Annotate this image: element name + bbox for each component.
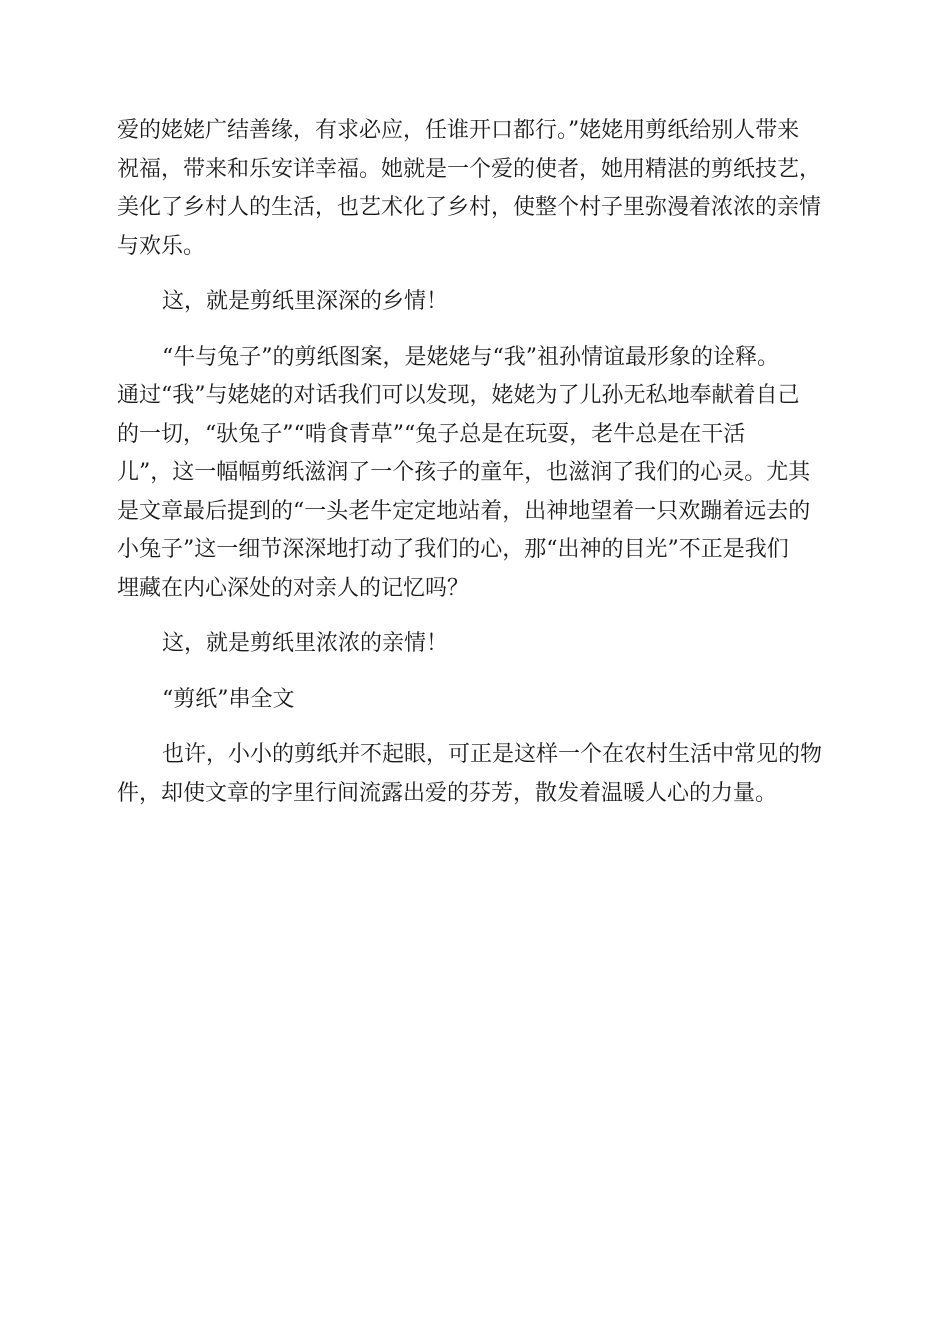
text-line: “牛与兔子”的剪纸图案，是姥姥与“我”祖孙情谊最形象的诠释。 <box>162 344 779 370</box>
text-line: 儿”，这一幅幅剪纸滋润了一个孩子的童年，也滋润了我们的心灵。尤其 <box>117 460 811 485</box>
paragraph-ox-and-rabbit <box>117 339 833 609</box>
section-heading-paper-cutting <box>117 681 833 720</box>
paragraph-hometown-feeling <box>117 283 833 322</box>
text-line: 件，却使文章的字里行间流露出爱的芬芳，散发着温暖人心的力量。 <box>117 780 778 806</box>
text-line: 通过“我”与姥姥的对话我们可以发现，姥姥为了儿孙无私地奉献着自己 <box>117 383 800 408</box>
paragraph-grandma-blessing <box>117 112 833 266</box>
text-line: 美化了乡村人的生活，也艺术化了乡村，使整个村子里弥漫着浓浓的亲情 <box>117 195 822 220</box>
text-line: 这，就是剪纸里浓浓的亲情！ <box>162 631 449 656</box>
text-line: 小兔子”这一细节深深地打动了我们的心，那“出神的目光”不正是我们 <box>117 537 789 562</box>
paragraph-family-feeling <box>117 625 833 664</box>
document-body <box>117 112 833 813</box>
text-line: 也许，小小的剪纸并不起眼，可正是这样一个在农村生活中常见的物 <box>162 742 823 767</box>
text-line: 与欢乐。 <box>117 233 206 259</box>
paragraph-conclusion <box>117 736 833 813</box>
text-line: 这，就是剪纸里深深的乡情！ <box>162 289 449 314</box>
text-line: 是文章最后提到的“一头老牛定定地站着，出神地望着一只欢蹦着远去的 <box>117 498 811 524</box>
text-line: “剪纸”串全文 <box>162 686 295 712</box>
text-line: 爱的姥姥广结善缘，有求必应，任谁开口都行。”姥姥用剪纸给别人带来 <box>117 118 800 143</box>
text-line: 埋藏在内心深处的对亲人的记忆吗？ <box>117 575 470 601</box>
text-line: 祝福，带来和乐安详幸福。她就是一个爱的使者，她用精湛的剪纸技艺， <box>117 156 822 182</box>
text-line: 的一切，“驮兔子”“啃食青草”“兔子总是在玩耍，老牛总是在干活 <box>117 421 746 447</box>
